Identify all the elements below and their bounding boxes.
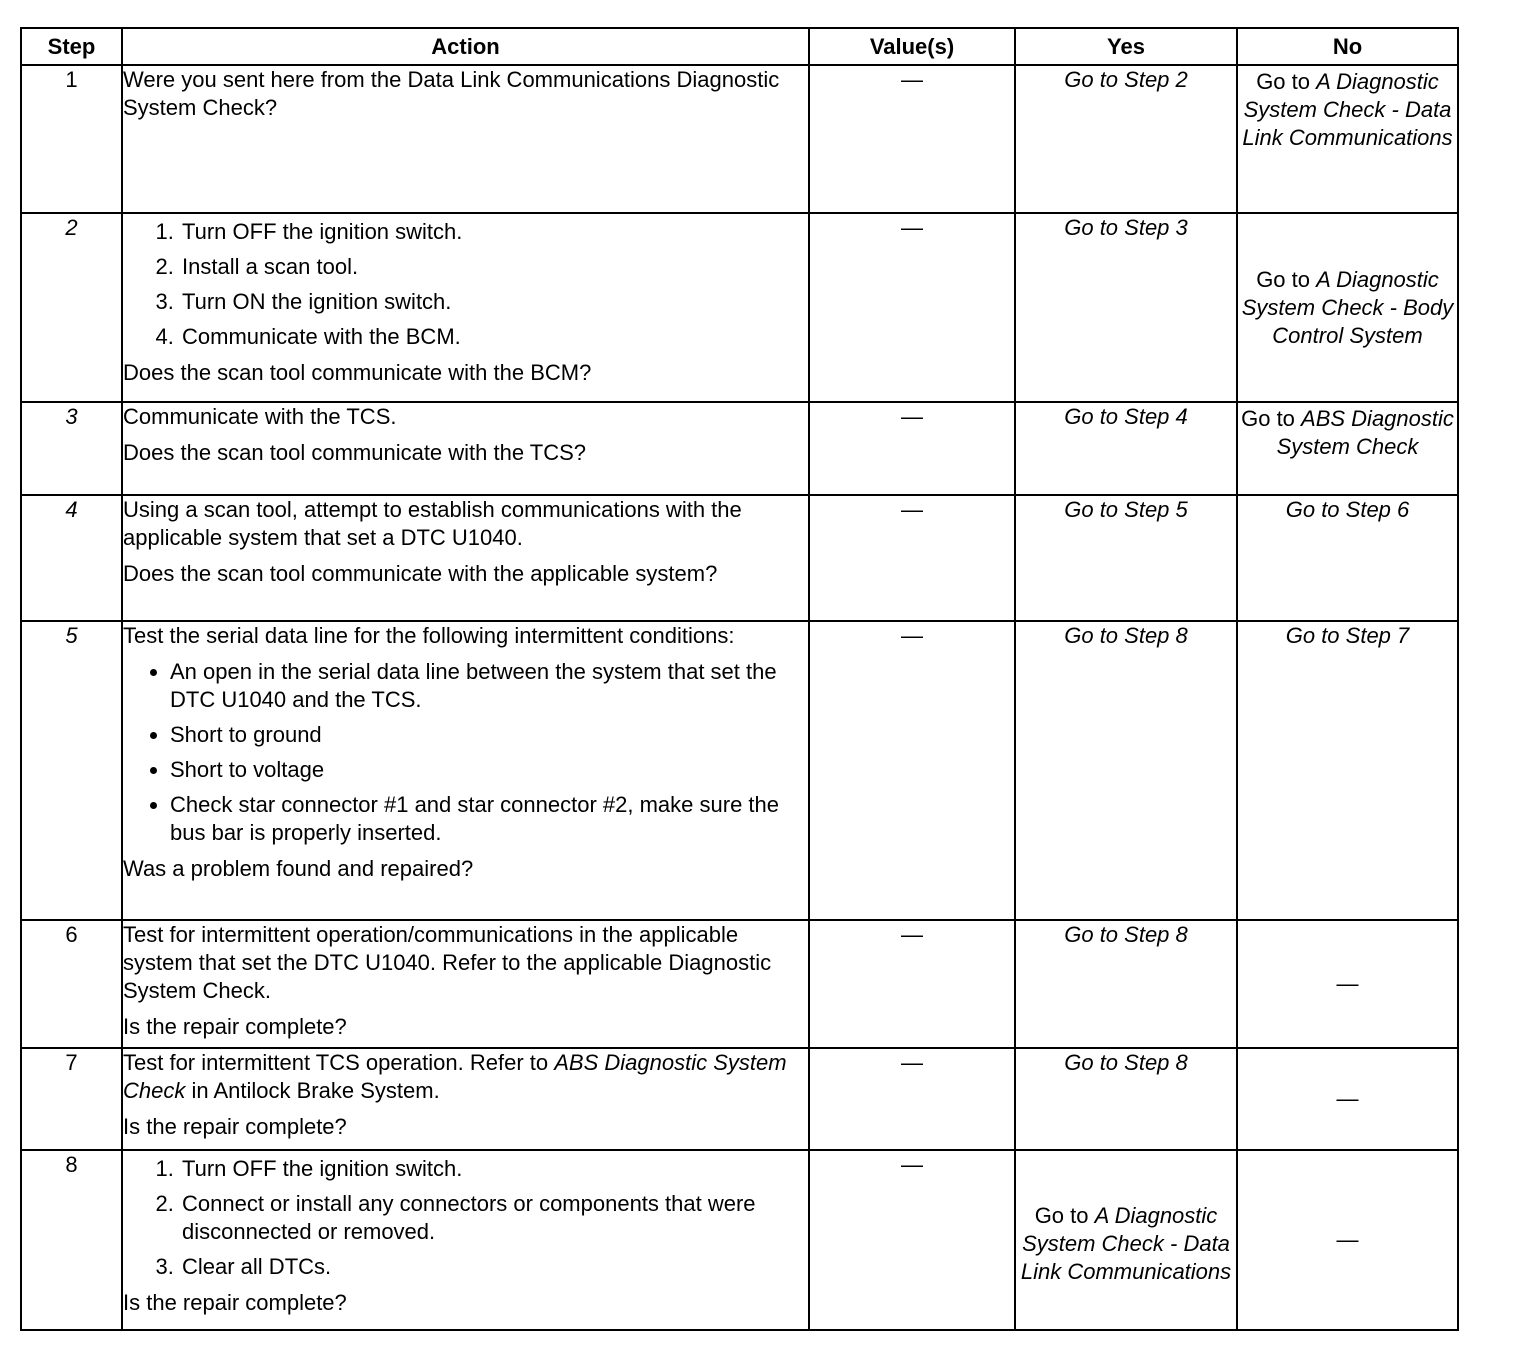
table-row-step-3 (21, 402, 1458, 495)
table-row-step-6 (21, 920, 1458, 1048)
no-cell: — (1237, 1048, 1458, 1150)
action-bullets (123, 658, 808, 847)
no-reference: A Diagnostic System Check - Data Link Communications (1242, 69, 1453, 150)
yes-cell: Go to Step 8 (1015, 621, 1237, 920)
action-question: Does the scan tool communicate with the applicable system? (123, 561, 718, 586)
no-prefix: Go to (1256, 69, 1317, 94)
action-cell (122, 1150, 809, 1330)
table-row-step-7 (21, 1048, 1458, 1150)
action-question: Was a problem found and repaired? (123, 856, 474, 881)
list-item: • Short to voltage (170, 756, 808, 784)
no-reference: A Diagnostic System Check - Body Control System (1241, 266, 1454, 348)
action-question: Is the repair complete? (123, 1114, 347, 1139)
list-item: 1. Turn OFF the ignition switch. (180, 218, 808, 246)
step-number: 5 (21, 621, 122, 920)
header-values: Value(s) (809, 28, 1015, 65)
no-reference: ABS Diagnostic System Check (1276, 406, 1454, 459)
list-item: 3. Turn ON the ignition switch. (180, 288, 808, 316)
action-cell (122, 495, 809, 621)
action-cell (122, 920, 809, 1048)
action-list (123, 218, 808, 351)
list-item: • Check star connector #1 and star connector #2, make sure the bus bar is properly inserted. (170, 791, 808, 847)
action-cell (122, 1048, 809, 1150)
action-question: Does the scan tool communicate with the BCM? (123, 360, 592, 385)
action-text: Were you sent here from the Data Link Communications Diagnostic System Check? (123, 67, 780, 120)
no-cell: — (1237, 1150, 1458, 1330)
list-item: • Short to ground (170, 721, 808, 749)
value-cell: — (809, 213, 1015, 402)
value-cell: — (809, 1048, 1015, 1150)
header-yes: Yes (1015, 28, 1237, 65)
yes-prefix: Go to (1034, 1203, 1095, 1228)
value-cell: — (809, 495, 1015, 621)
yes-reference: A Diagnostic System Check - Data Link Communications (1020, 1203, 1232, 1284)
value-cell: — (809, 402, 1015, 495)
no-cell (1237, 402, 1458, 495)
table-row-step-1 (21, 65, 1458, 213)
table-row-step-8 (21, 1150, 1458, 1330)
no-cell: — (1237, 920, 1458, 1048)
yes-cell: Go to Step 4 (1015, 402, 1237, 495)
action-cell (122, 402, 809, 495)
header-row (21, 28, 1458, 65)
value-cell: — (809, 920, 1015, 1048)
no-prefix: Go to (1241, 406, 1302, 431)
step-number: 7 (21, 1048, 122, 1150)
yes-cell: Go to Step 5 (1015, 495, 1237, 621)
action-question: Does the scan tool communicate with the TCS? (123, 440, 587, 465)
action-question: Is the repair complete? (123, 1014, 347, 1039)
step-number: 1 (21, 65, 122, 213)
action-text: Using a scan tool, attempt to establish communications with the applicable system that set a DTC U1040. (123, 497, 742, 550)
action-text-suffix: in Antilock Brake System. (185, 1078, 440, 1103)
action-text-reference: ABS Diagnostic System Check (123, 1050, 787, 1103)
list-item: 2. Install a scan tool. (180, 253, 808, 281)
header-step: Step (21, 28, 122, 65)
step-number: 3 (21, 402, 122, 495)
action-cell (122, 213, 809, 402)
action-text-prefix: Test for intermittent TCS operation. Refer to (123, 1050, 555, 1075)
yes-cell: Go to Step 8 (1015, 920, 1237, 1048)
yes-cell (1015, 1150, 1237, 1330)
action-question: Is the repair complete? (123, 1290, 347, 1315)
action-cell (122, 65, 809, 213)
diagnostic-table (20, 27, 1459, 1331)
yes-cell: Go to Step 3 (1015, 213, 1237, 402)
table-row-step-4 (21, 495, 1458, 621)
action-list (123, 1155, 808, 1281)
list-item: 2. Connect or install any connectors or components that were disconnected or removed. (180, 1190, 808, 1246)
step-number: 6 (21, 920, 122, 1048)
header-action: Action (122, 28, 809, 65)
list-item: 1. Turn OFF the ignition switch. (180, 1155, 808, 1183)
no-cell: Go to Step 7 (1237, 621, 1458, 920)
step-number: 4 (21, 495, 122, 621)
list-item: • An open in the serial data line between the system that set the DTC U1040 and the TCS. (170, 658, 808, 714)
step-number: 8 (21, 1150, 122, 1330)
action-text (123, 1049, 808, 1105)
yes-cell: Go to Step 8 (1015, 1048, 1237, 1150)
table-row-step-2 (21, 213, 1458, 402)
action-cell (122, 621, 809, 920)
yes-cell: Go to Step 2 (1015, 65, 1237, 213)
step-number: 2 (21, 213, 122, 402)
action-text: Communicate with the TCS. (123, 404, 397, 429)
no-cell (1237, 213, 1458, 402)
action-text: Test the serial data line for the following intermittent conditions: (123, 623, 735, 648)
value-cell: — (809, 65, 1015, 213)
value-cell: — (809, 1150, 1015, 1330)
list-item: 4. Communicate with the BCM. (180, 323, 808, 351)
no-cell: Go to Step 6 (1237, 495, 1458, 621)
no-prefix: Go to (1256, 266, 1317, 292)
header-no: No (1237, 28, 1458, 65)
action-text: Test for intermittent operation/communications in the applicable system that set the DTC U1040. Refer to the applicable Diagnostic System Check. (123, 922, 772, 1003)
list-item: 3. Clear all DTCs. (180, 1253, 808, 1281)
value-cell: — (809, 621, 1015, 920)
no-cell (1237, 65, 1458, 213)
table-row-step-5 (21, 621, 1458, 920)
